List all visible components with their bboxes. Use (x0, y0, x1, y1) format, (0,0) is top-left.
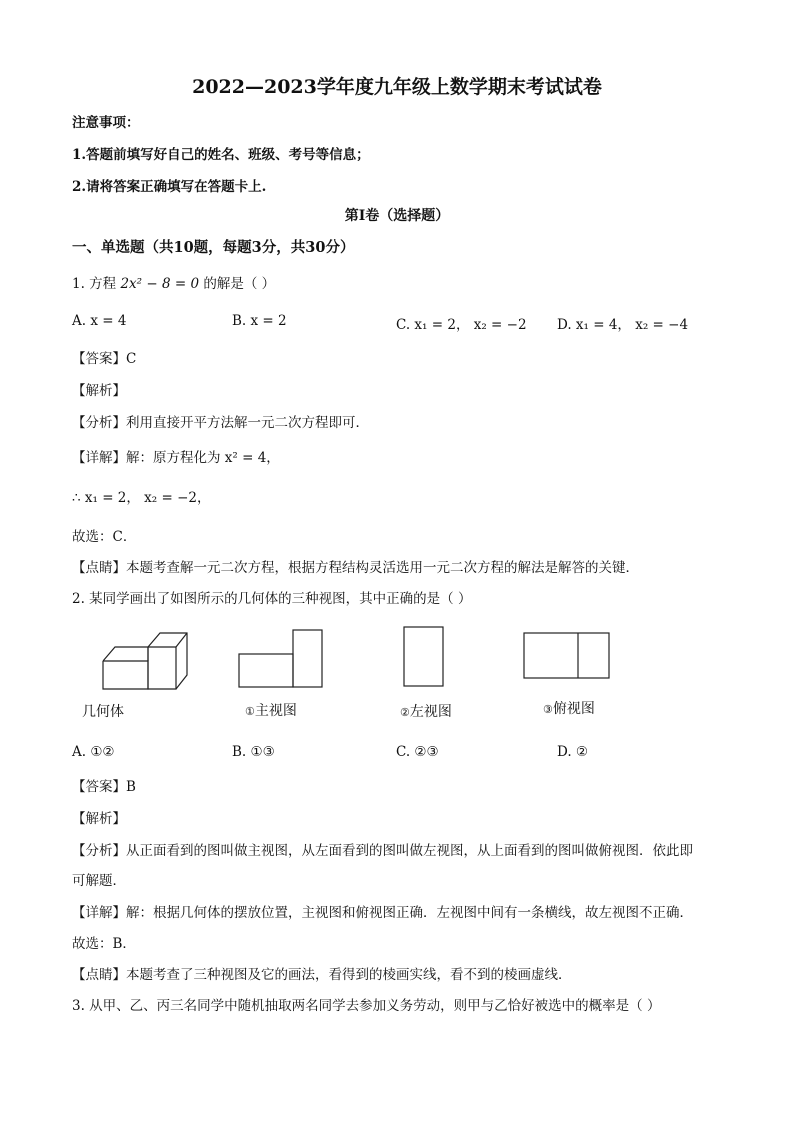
q1-answer: 【答案】C (72, 351, 137, 367)
q2-analysis-heading: 【解析】 (72, 811, 126, 827)
q1-option-c: C. x₁ = 2， x₂ = −2 (396, 317, 527, 333)
notice-heading: 注意事项： (72, 115, 140, 131)
q2-choice: 故选：B． (72, 936, 136, 952)
solid-label: 几何体 (82, 704, 124, 720)
q2-fenxi-line1: 【分析】从正面看到的图叫做主视图，从左面看到的图叫做左视图，从上面看到的图叫做俯视图．依此即 (72, 843, 693, 859)
solid-figure (100, 625, 196, 693)
q1-choice: 故选：C． (72, 529, 137, 545)
top-view-figure (522, 631, 612, 681)
front-view-label (245, 700, 297, 720)
top-view-label (543, 698, 595, 718)
left-view-label (400, 701, 452, 721)
q2-fenxi-line2: 可解题． (72, 873, 126, 889)
q2-answer: 【答案】B (72, 779, 136, 795)
q2-option-a: A. ①② (72, 744, 115, 760)
q2-option-c: C. ②③ (396, 744, 439, 760)
q1-comment: 【点睛】本题考查解一元二次方程，根据方程结构灵活选用一元二次方程的解法是解答的关键． (72, 560, 639, 576)
circled-three-icon: ③ (543, 703, 553, 716)
section-title: 第I卷（选择题） (344, 208, 450, 224)
q1-option-b: B. x = 2 (232, 313, 287, 329)
top-view-text: 俯视图 (552, 701, 595, 717)
q1-therefore: ∴ x₁ = 2， x₂ = −2， (72, 490, 211, 506)
circled-two-icon: ② (400, 706, 410, 719)
left-view-text: 左视图 (409, 704, 452, 720)
q1-analysis-heading: 【解析】 (72, 383, 126, 399)
front-view-text: 主视图 (254, 703, 297, 719)
circled-one-icon: ① (245, 705, 255, 718)
left-view-figure (402, 625, 446, 689)
q2-comment: 【点睛】本题考查了三种视图及它的画法，看得到的棱画实线，看不到的棱画虚线． (72, 967, 572, 983)
q1-option-a: A. x = 4 (72, 313, 127, 329)
notice-item-2: 2.请将答案正确填写在答题卡上. (72, 179, 267, 195)
q1-option-d: D. x₁ = 4， x₂ = −4 (557, 317, 689, 333)
q2-option-d: D. ② (557, 744, 589, 760)
q1-stem-prefix: 1. 方程 (72, 276, 117, 292)
part1-heading: 一、单选题（共10题，每题3分，共30分） (72, 239, 355, 256)
q1-fenxi: 【分析】利用直接开平方法解一元二次方程即可． (72, 415, 369, 431)
q1-equation: 2x² − 8 = 0 (120, 276, 200, 292)
q1-stem (72, 272, 275, 292)
q1-stem-suffix: 的解是（ ） (203, 276, 276, 292)
q2-stem: 2. 某同学画出了如图所示的几何体的三种视图，其中正确的是（ ） (72, 591, 472, 607)
q1-detail: 【详解】解：原方程化为 x² = 4， (72, 450, 280, 466)
q2-detail: 【详解】解：根据几何体的摆放位置，主视图和俯视图正确．左视图中间有一条横线，故左视图不正确． (72, 905, 693, 921)
front-view-figure (237, 628, 325, 690)
page-title: 2022—2023学年度九年级上数学期末考试试卷 (192, 76, 602, 98)
notice-item-1: 1.答题前填写好自己的姓名、班级、考号等信息； (72, 147, 370, 163)
q2-option-b: B. ①③ (232, 744, 275, 760)
q3-stem: 3. 从甲、乙、丙三名同学中随机抽取两名同学去参加义务劳动，则甲与乙恰好被选中的概率是（ ） (72, 998, 661, 1014)
